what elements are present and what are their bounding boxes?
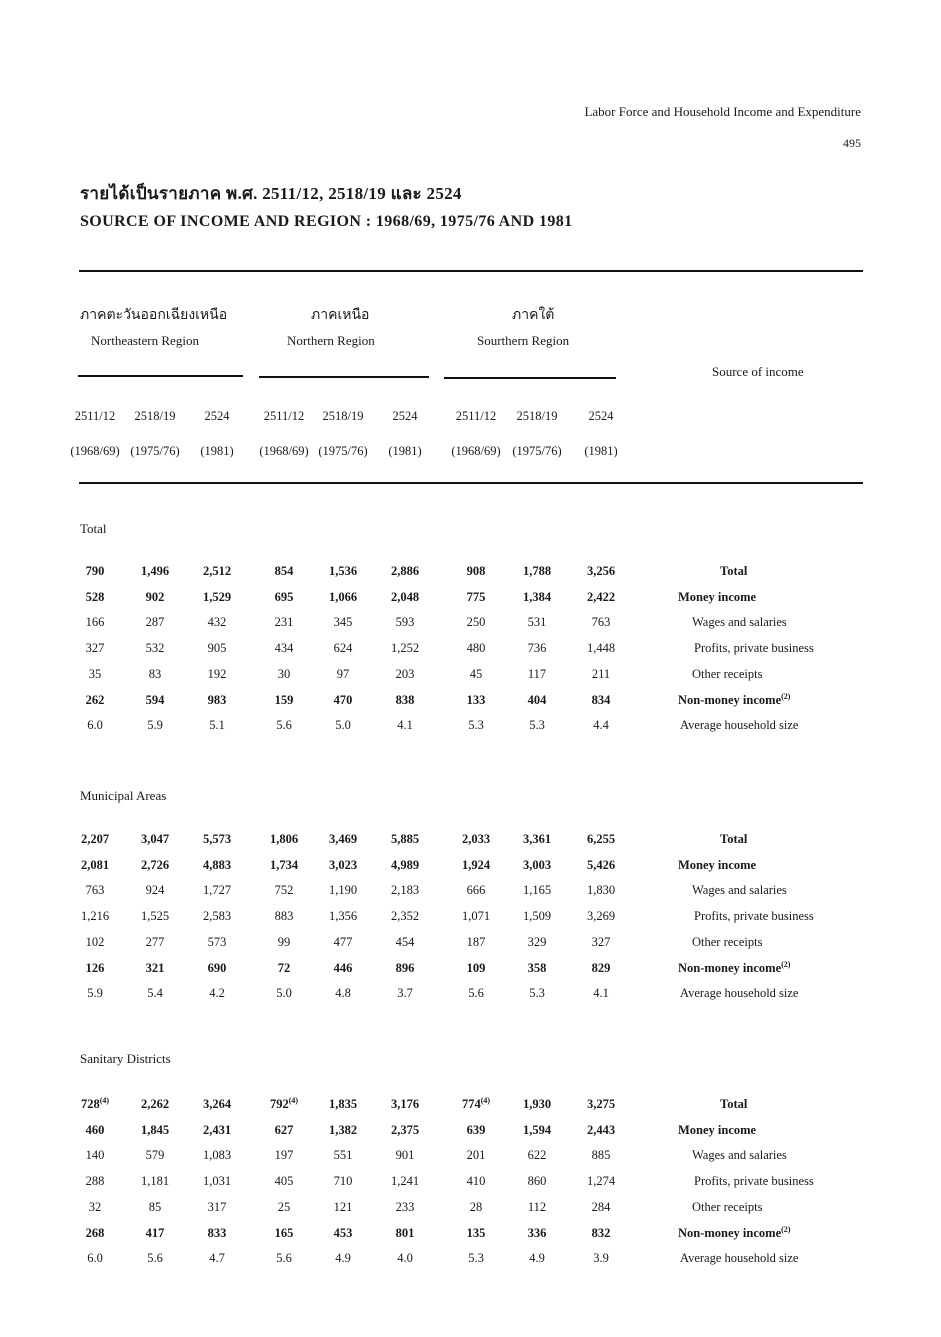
year-thai-header: 2511/12 [263,409,305,423]
table-cell: 6.0 [87,718,103,732]
table-cell: 4,989 [390,858,420,872]
table-row [0,909,941,929]
table-cell: 109 [466,961,486,975]
table-cell: 2,081 [80,858,110,872]
table-cell: 72 [277,961,291,975]
table-cell: 329 [527,935,547,949]
table-cell: 5.3 [468,1251,484,1265]
table-cell: 345 [333,615,353,629]
table-cell: 1,835 [328,1097,358,1111]
table-cell: 573 [207,935,227,949]
table-cell: 2,422 [586,590,616,604]
table-row [0,858,941,878]
table-row [0,590,941,610]
footnote-marker: (2) [781,691,791,701]
region-underline-northeastern [78,375,243,377]
table-cell: 1,165 [522,883,552,897]
table-cell: 2,512 [202,564,232,578]
table-cell: 1,083 [202,1148,232,1162]
table-cell: 627 [274,1123,294,1137]
row-label: Other receipts [692,667,763,681]
table-cell: 1,930 [522,1097,552,1111]
row-label: Profits, private business [694,1174,814,1188]
section-title: Municipal Areas [80,788,167,803]
table-row [0,986,941,1006]
table-cell: 896 [395,961,415,975]
table-cell: 117 [527,667,547,681]
table-cell: 695 [274,590,294,604]
table-cell: 2,352 [390,909,420,923]
table-cell: 99 [277,935,291,949]
table-cell: 1,448 [586,641,616,655]
table-cell: 833 [207,1226,227,1240]
table-cell: 5.6 [468,986,484,1000]
table-cell: 838 [395,693,415,707]
table-cell: 5.1 [209,718,225,732]
row-label: Money income [678,1123,757,1137]
table-cell: 231 [274,615,294,629]
table-cell: 211 [591,667,611,681]
footnote-marker: (4) [288,1095,299,1105]
year-ad-header: (1968/69) [259,444,309,458]
year-ad-header: (1968/69) [70,444,120,458]
table-cell: 1,181 [140,1174,170,1188]
table-cell: 432 [207,615,227,629]
table-header-rule [79,482,863,484]
table-cell: 854 [274,564,294,578]
table-cell: 287 [145,615,165,629]
table-cell: 5.3 [529,718,545,732]
table-top-rule [79,270,863,272]
table-cell: 5.6 [276,718,292,732]
region-northeastern-english: Northeastern Region [91,333,199,348]
table-cell: 1,525 [140,909,170,923]
row-label: Total [720,1097,748,1111]
year-thai-header: 2524 [392,409,418,423]
table-cell: 801 [395,1226,415,1240]
table-cell: 3,361 [522,832,552,846]
row-label: Non-money income$^{(2)}$ [678,1224,791,1240]
table-row [0,1226,941,1246]
table-cell: 262 [85,693,105,707]
table-cell: 32 [88,1200,102,1214]
table-cell: 28 [469,1200,483,1214]
table-cell: 2,207 [80,832,110,846]
table-cell: 5.9 [147,718,163,732]
table-cell: 1,274 [586,1174,616,1188]
table-cell: 5.3 [529,986,545,1000]
table-row [0,1251,941,1271]
table-cell: 3,264 [202,1097,232,1111]
table-cell: 133 [466,693,486,707]
year-thai-header: 2524 [588,409,614,423]
table-cell: 1,356 [328,909,358,923]
table-cell: 775 [466,590,486,604]
table-cell: 792$^{(4)}$ [269,1095,299,1111]
table-cell: 166 [85,615,105,629]
table-cell: 2,443 [586,1123,616,1137]
year-thai-header: 2518/19 [516,409,558,423]
table-cell: 532 [145,641,165,655]
table-cell: 3,176 [390,1097,420,1111]
row-label: Other receipts [692,935,763,949]
year-ad-header: (1981) [584,444,618,458]
table-cell: 5.3 [468,718,484,732]
table-cell: 2,048 [390,590,420,604]
table-cell: 3.7 [397,986,413,1000]
table-cell: 3.9 [593,1251,609,1265]
table-cell: 736 [527,641,547,655]
table-cell: 1,594 [522,1123,552,1137]
region-underline-southern [444,377,616,379]
row-label: Money income [678,590,757,604]
table-cell: 140 [85,1148,105,1162]
table-cell: 35 [88,667,102,681]
table-cell: 4.4 [593,718,609,732]
row-label: Money income [678,858,757,872]
table-cell: 763 [591,615,611,629]
table-cell: 477 [333,935,353,949]
table-cell: 5,573 [202,832,232,846]
table-cell: 5.4 [147,986,163,1000]
table-cell: 2,583 [202,909,232,923]
page-number: 495 [843,136,861,150]
row-label: Other receipts [692,1200,763,1214]
year-ad-header: (1981) [200,444,234,458]
table-cell: 317 [207,1200,227,1214]
section-title: Total [80,521,107,536]
region-underline-northern [259,376,429,378]
source-of-income-header: Source of income [712,364,804,379]
table-cell: 593 [395,615,415,629]
table-cell: 883 [274,909,294,923]
table-cell: 763 [85,883,105,897]
section-title: Sanitary Districts [80,1051,171,1066]
table-row [0,883,941,903]
table-cell: 5,885 [390,832,420,846]
table-cell: 6.0 [87,1251,103,1265]
region-northern-english: Northern Region [287,333,375,348]
table-cell: 594 [145,693,165,707]
table-cell: 1,845 [140,1123,170,1137]
table-cell: 3,047 [140,832,170,846]
table-cell: 832 [591,1226,611,1240]
table-cell: 85 [148,1200,162,1214]
table-cell: 5.0 [335,718,351,732]
row-label: Non-money income$^{(2)}$ [678,691,791,707]
table-cell: 902 [145,590,165,604]
table-cell: 3,275 [586,1097,616,1111]
table-cell: 446 [333,961,353,975]
table-cell: 531 [527,615,547,629]
table-cell: 829 [591,961,611,975]
table-cell: 1,190 [328,883,358,897]
table-cell: 453 [333,1226,353,1240]
table-row [0,832,941,852]
year-thai-header: 2524 [204,409,230,423]
table-cell: 622 [527,1148,547,1162]
footnote-marker: (4) [99,1095,110,1105]
table-cell: 728$^{(4)}$ [80,1095,110,1111]
table-row [0,667,941,687]
year-ad-header: (1968/69) [451,444,501,458]
table-cell: 579 [145,1148,165,1162]
table-row [0,718,941,738]
table-cell: 2,375 [390,1123,420,1137]
table-cell: 83 [148,667,162,681]
table-cell: 2,033 [461,832,491,846]
table-cell: 460 [85,1123,105,1137]
table-cell: 6,255 [586,832,616,846]
table-row [0,961,941,981]
region-northern-thai: ภาคเหนือ [311,308,370,323]
table-cell: 358 [527,961,547,975]
table-cell: 45 [469,667,483,681]
table-cell: 551 [333,1148,353,1162]
table-cell: 470 [333,693,353,707]
table-cell: 924 [145,883,165,897]
table-cell: 4.1 [593,986,609,1000]
table-cell: 690 [207,961,227,975]
table-row [0,1097,941,1117]
table-cell: 321 [145,961,165,975]
row-label: Average household size [680,718,799,732]
table-cell: 126 [85,961,105,975]
table-cell: 197 [274,1148,294,1162]
table-cell: 203 [395,667,415,681]
table-cell: 112 [527,1200,547,1214]
table-cell: 983 [207,693,227,707]
title-thai: รายได้เป็นรายภาค พ.ศ. 2511/12, 2518/19 และ 2524 [80,184,462,203]
table-row [0,564,941,584]
table-cell: 639 [466,1123,486,1137]
table-cell: 417 [145,1226,165,1240]
table-cell: 528 [85,590,105,604]
year-header-row [0,409,941,427]
year-ad-header: (1981) [388,444,422,458]
table-row [0,615,941,635]
table-cell: 710 [333,1174,353,1188]
footnote-marker: (2) [781,1224,791,1234]
table-cell: 336 [527,1226,547,1240]
table-cell: 201 [466,1148,486,1162]
table-cell: 908 [466,564,486,578]
table-cell: 4.8 [335,986,351,1000]
running-head: Labor Force and Household Income and Expenditure [584,104,861,119]
year-thai-header: 2518/19 [134,409,176,423]
table-row [0,641,941,661]
table-cell: 901 [395,1148,415,1162]
table-row [0,1200,941,1220]
table-cell: 2,886 [390,564,420,578]
year-ad-header: (1975/76) [318,444,368,458]
row-label: Non-money income$^{(2)}$ [678,959,791,975]
row-label: Wages and salaries [692,615,787,629]
year-thai-header: 2511/12 [455,409,497,423]
table-cell: 434 [274,641,294,655]
table-cell: 1,529 [202,590,232,604]
row-label: Profits, private business [694,909,814,923]
table-cell: 187 [466,935,486,949]
table-cell: 1,788 [522,564,552,578]
table-cell: 268 [85,1226,105,1240]
table-cell: 4.7 [209,1251,225,1265]
table-cell: 4.2 [209,986,225,1000]
table-cell: 3,269 [586,909,616,923]
row-label: Wages and salaries [692,883,787,897]
table-cell: 165 [274,1226,294,1240]
table-cell: 480 [466,641,486,655]
table-cell: 3,256 [586,564,616,578]
table-cell: 404 [527,693,547,707]
table-cell: 1,830 [586,883,616,897]
year-ad-header: (1975/76) [512,444,562,458]
table-cell: 5.9 [87,986,103,1000]
table-cell: 905 [207,641,227,655]
table-row [0,1148,941,1168]
table-cell: 1,216 [80,909,110,923]
footnote-marker: (2) [781,959,791,969]
table-cell: 5.6 [147,1251,163,1265]
row-label: Average household size [680,1251,799,1265]
table-cell: 1,734 [269,858,299,872]
table-cell: 1,509 [522,909,552,923]
table-cell: 277 [145,935,165,949]
table-cell: 1,806 [269,832,299,846]
table-cell: 121 [333,1200,353,1214]
table-cell: 666 [466,883,486,897]
table-cell: 97 [336,667,350,681]
table-cell: 1,066 [328,590,358,604]
table-cell: 410 [466,1174,486,1188]
table-cell: 2,262 [140,1097,170,1111]
row-label: Total [720,564,748,578]
region-southern-thai: ภาคใต้ [512,308,555,323]
title-english: SOURCE OF INCOME AND REGION : 1968/69, 1975/76 AND 1981 [80,213,573,230]
table-cell: 192 [207,667,227,681]
table-cell: 774$^{(4)}$ [461,1095,491,1111]
region-northeastern-thai: ภาคตะวันออกเฉียงเหนือ [80,308,228,323]
table-cell: 233 [395,1200,415,1214]
table-cell: 250 [466,615,486,629]
row-label: Average household size [680,986,799,1000]
year-thai-header: 2518/19 [322,409,364,423]
table-cell: 1,384 [522,590,552,604]
table-row [0,935,941,955]
table-cell: 2,726 [140,858,170,872]
table-cell: 288 [85,1174,105,1188]
table-cell: 3,003 [522,858,552,872]
table-cell: 885 [591,1148,611,1162]
table-cell: 30 [277,667,291,681]
table-cell: 834 [591,693,611,707]
row-label: Total [720,832,748,846]
table-cell: 624 [333,641,353,655]
table-cell: 4.1 [397,718,413,732]
table-cell: 454 [395,935,415,949]
table-cell: 1,536 [328,564,358,578]
table-cell: 1,252 [390,641,420,655]
table-cell: 4.9 [529,1251,545,1265]
table-cell: 1,727 [202,883,232,897]
row-label: Profits, private business [694,641,814,655]
table-row [0,693,941,713]
table-cell: 5.6 [276,1251,292,1265]
table-cell: 4.0 [397,1251,413,1265]
table-cell: 2,431 [202,1123,232,1137]
table-cell: 3,023 [328,858,358,872]
table-cell: 284 [591,1200,611,1214]
table-cell: 405 [274,1174,294,1188]
year-ad-header: (1975/76) [130,444,180,458]
table-cell: 327 [591,935,611,949]
table-cell: 159 [274,693,294,707]
table-cell: 2,183 [390,883,420,897]
table-cell: 790 [85,564,105,578]
footnote-marker: (4) [480,1095,491,1105]
table-cell: 25 [277,1200,291,1214]
table-cell: 1,241 [390,1174,420,1188]
table-cell: 4.9 [335,1251,351,1265]
year-thai-header: 2511/12 [74,409,116,423]
year-ad-header-row [0,444,941,462]
table-cell: 5.0 [276,986,292,1000]
table-cell: 1,071 [461,909,491,923]
table-cell: 1,031 [202,1174,232,1188]
region-southern-english: Sourthern Region [477,333,570,348]
table-cell: 752 [274,883,294,897]
table-cell: 1,496 [140,564,170,578]
table-row [0,1174,941,1194]
table-cell: 135 [466,1226,486,1240]
table-row [0,1123,941,1143]
table-cell: 5,426 [586,858,616,872]
table-cell: 1,924 [461,858,491,872]
table-cell: 4,883 [202,858,232,872]
table-cell: 3,469 [328,832,358,846]
table-cell: 1,382 [328,1123,358,1137]
row-label: Wages and salaries [692,1148,787,1162]
table-cell: 102 [85,935,105,949]
table-cell: 327 [85,641,105,655]
table-cell: 860 [527,1174,547,1188]
